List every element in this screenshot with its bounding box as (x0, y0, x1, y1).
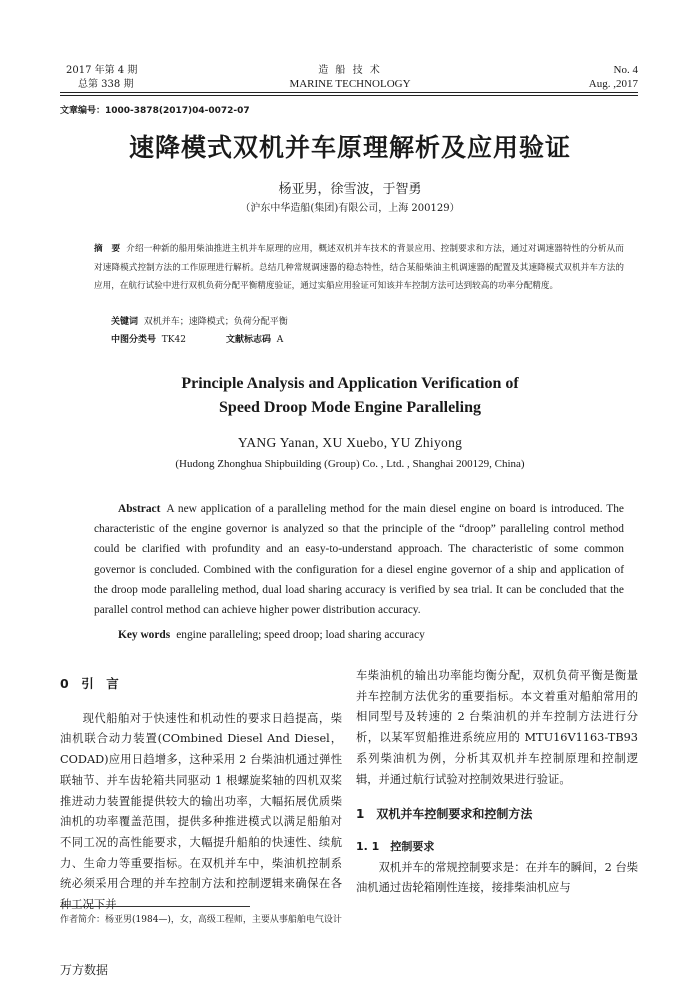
footnote-rule (60, 906, 250, 907)
section-1-1-paragraph: 双机并车的常规控制要求是：在并车的瞬间，2 台柴油机通过齿轮箱刚性连接，接排柴油机应与 (356, 860, 638, 895)
title-cn: 速降模式双机并车原理解析及应用验证 (128, 133, 571, 162)
doc-code-value: A (276, 335, 284, 345)
keywords-cn (111, 314, 288, 327)
header-journal-en: MARINE TECHNOLOGY (289, 78, 411, 90)
body-left-column (60, 674, 342, 916)
classification-value: TK42 (161, 335, 186, 345)
abstract-cn-label: 摘 要 (94, 244, 121, 254)
abstract-en (94, 499, 624, 620)
keywords-cn-label: 关键词 (111, 317, 139, 327)
abstract-cn-text: 介绍一种新的船用柴油推进主机并车原理的应用，概述双机并车技术的背景应用、控制要求和方法，通过对调速器特性的分析从而对速降模式控制方法的工作原理进行解析。总结几种常规调速器的稳态特性，结合某船柴油主机调速器的配置及其速降模式双机并车方法的应用，在航行试验中进行双机负荷分配平衡精度验证，通过实船应用验证可知该并车控制方法可达到较高的功率分配精度。 (94, 244, 624, 292)
header-number: No. 4 (613, 64, 638, 76)
header-journal-cn: 造 船 技 术 (318, 65, 382, 76)
section-0-paragraph-continued: 车柴油机的输出功率能均衡分配，双机负荷平衡是衡量并车控制方法优劣的重要指标。本文着重对船舶常用的相同型号及转速的 2 台柴油机的并车控制方法进行分析，以某军贸船推进系统应用的 MTU16V1163-TB93 系列柴油机为例，分析其双机并车控制原理和控制逻辑，并通过航行试验对控制效果进行验证。 (356, 669, 638, 786)
abstract-en-text: A new application of a paralleling method for the main diesel engine on board is introduced. The characteristic of the engine governor is analyzed so that the principle of the “droop” paralleling control method could be clarified with profundity and an easy-to-understand approach. The characteristic of some common governor is concluded. Combined with the configuration for a diesel engine governor of a ship and application of the droop mode paralleling method, dual load sharing accuracy is verified by sea trial. It can be concluded that the parallel control method can achieve higher power distribution accuracy. (94, 503, 624, 617)
title-en (0, 372, 700, 420)
affiliation-en: (Hudong Zhonghua Shipbuilding (Group) Co. , Ltd. , Shanghai 200129, China) (175, 458, 525, 470)
header-rule (60, 92, 638, 93)
section-1-1-heading: 1. 1 控制要求 (356, 839, 435, 853)
section-1-heading: 1 双机并车控制要求和控制方法 (356, 807, 533, 822)
doc-code-label: 文献标志码 (225, 335, 271, 345)
authors-en: YANG Yanan, XU Xuebo, YU Zhiyong (237, 435, 463, 450)
body-right-column (356, 666, 638, 899)
keywords-en-label: Key words (118, 629, 171, 641)
watermark-text: 万方数据 (60, 963, 109, 977)
header-issue: 2017 年第 4 期 (66, 65, 138, 76)
author-footnote: 作者简介：杨亚男(1984—)，女，高级工程师，主要从事船舶电气设计 (60, 915, 342, 925)
abstract-cn (94, 240, 624, 296)
abstract-en-label: Abstract (118, 503, 161, 515)
header-date: Aug. ,2017 (588, 78, 638, 90)
classification-label: 中图分类号 (111, 335, 157, 345)
title-en-line1: Principle Analysis and Application Verification of (181, 375, 519, 392)
affiliation-cn: （沪东中华造船(集团)有限公司，上海 200129） (240, 203, 460, 214)
header-total-issue: 总第 338 期 (78, 79, 134, 90)
article-number: 文章编号：1000-3878(2017)04-0072-07 (60, 106, 250, 116)
keywords-cn-text: 双机并车；速降模式；负荷分配平衡 (143, 317, 288, 327)
header-rule-thin (60, 95, 638, 96)
title-en-line2: Speed Droop Mode Engine Paralleling (219, 399, 481, 416)
keywords-en (118, 629, 425, 641)
section-0-paragraph: 现代船舶对于快速性和机动性的要求日趋提高，柴油机联合动力装置(COmbined Diesel And Diesel，CODAD)应用日趋增多，这种采用 2 台柴油机通过弹性联轴节、并车齿轮箱共同驱动 1 根螺旋桨轴的四机双桨推进动力装置能提供较大的输出功率，大幅拓展优质柴油机的功率覆盖范围，提供多种推进模式以满足船舶对不同工况的高性能要求，大幅提升船舶的快速性、续航力、生命力等重要指标。在双机并车中，柴油机控制系统必须采用合理的并车控制方法和控制逻辑来确保在各种工况下并 (60, 711, 342, 912)
classification-cn (111, 332, 283, 345)
section-0-heading: 0 引 言 (60, 676, 119, 691)
authors-cn: 杨亚男，徐雪波，于智勇 (278, 182, 422, 197)
keywords-en-text: engine paralleling; speed droop; load sharing accuracy (176, 629, 425, 641)
